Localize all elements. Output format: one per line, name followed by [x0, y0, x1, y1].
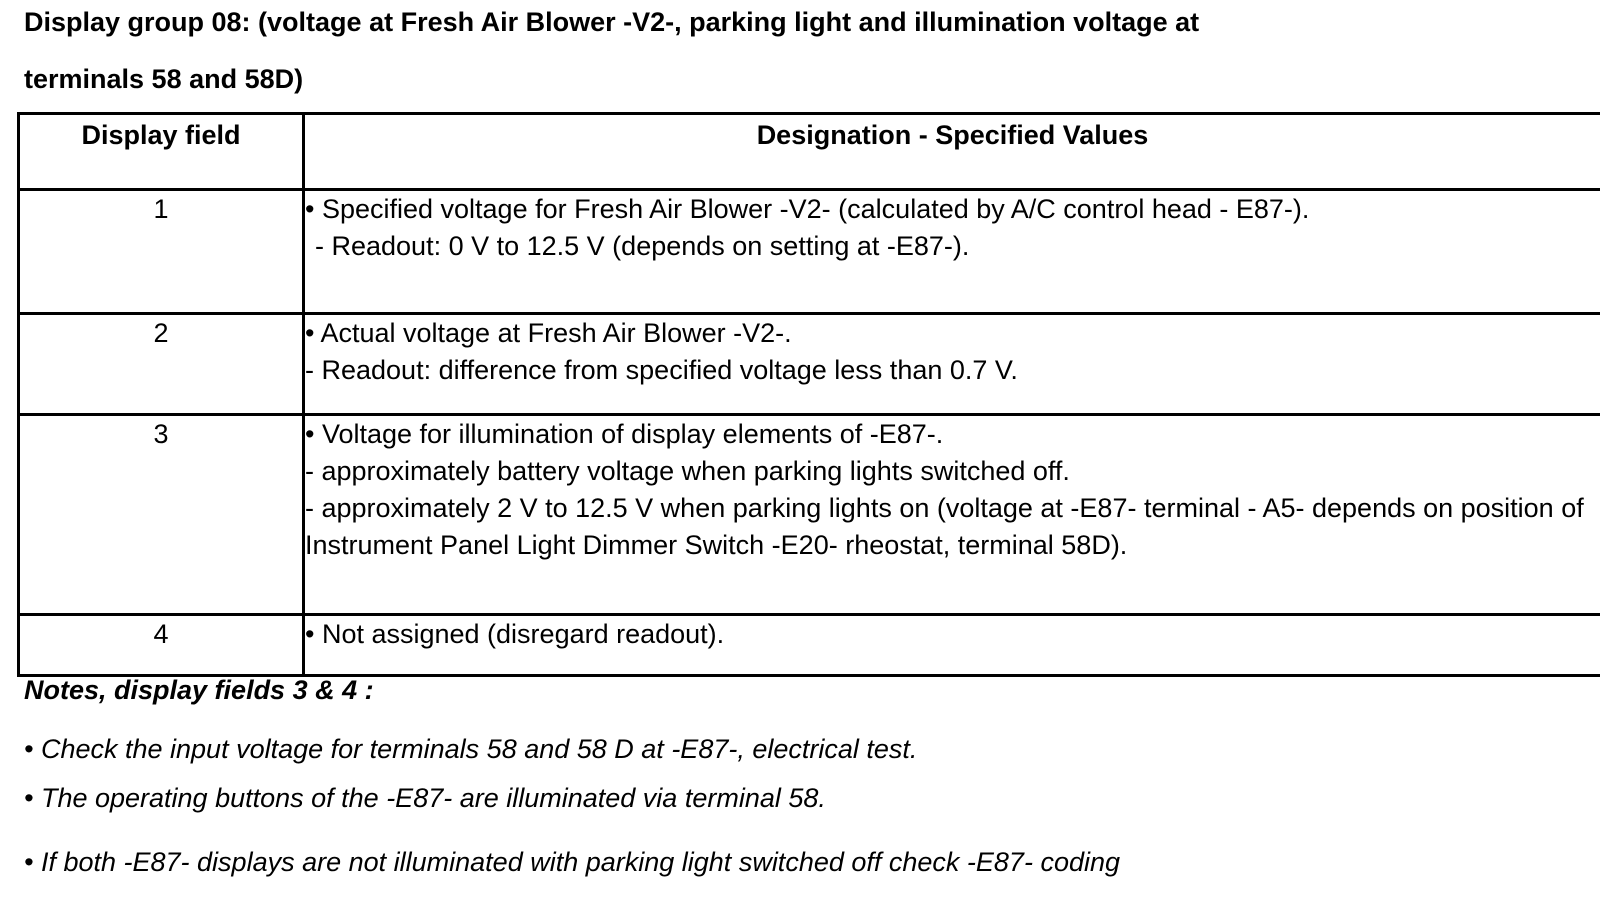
table-header-row — [19, 114, 1600, 190]
designation-cell — [304, 314, 1600, 415]
column-header-display-field: Display field — [19, 114, 304, 190]
designation-line: • Specified voltage for Fresh Air Blower -V2- (calculated by A/C control head - E87-). — [305, 194, 1310, 224]
display-group-table — [17, 112, 1600, 677]
note-item: • Check the input voltage for terminals 58 and 58 D at -E87-, electrical test. — [24, 734, 918, 764]
note-item: • The operating buttons of the -E87- are illuminated via terminal 58. — [24, 783, 826, 813]
display-field-cell: 3 — [19, 415, 304, 615]
display-field-cell: 4 — [19, 615, 304, 676]
column-header-designation: Designation - Specified Values — [304, 114, 1600, 190]
table-row — [19, 314, 1600, 415]
page-title-line-2: terminals 58 and 58D) — [24, 64, 304, 94]
display-field-cell: 2 — [19, 314, 304, 415]
note-item: • If both -E87- displays are not illuminated with parking light switched off check -E87- coding — [24, 847, 1121, 877]
table-row — [19, 415, 1600, 615]
designation-cell — [304, 415, 1600, 615]
designation-line: • Voltage for illumination of display elements of -E87-. — [305, 419, 944, 449]
designation-cell — [304, 190, 1600, 314]
display-field-cell: 1 — [19, 190, 304, 314]
designation-line: - Readout: difference from specified voltage less than 0.7 V. — [305, 355, 1018, 385]
designation-line: - Readout: 0 V to 12.5 V (depends on setting at -E87-). — [315, 231, 970, 261]
designation-line: • Actual voltage at Fresh Air Blower -V2-. — [305, 318, 792, 348]
page-title-line-1: Display group 08: (voltage at Fresh Air Blower -V2-, parking light and illumination voltage at — [24, 7, 1200, 37]
designation-line: - approximately 2 V to 12.5 V when parking lights on (voltage at -E87- terminal - A5- depends on position of Instrument Panel Light Dimmer Switch -E20- rheostat, terminal 58D). — [305, 493, 1584, 560]
designation-cell — [304, 615, 1600, 676]
table-row — [19, 615, 1600, 676]
notes-title: Notes, display fields 3 & 4 : — [24, 675, 374, 705]
designation-line: - approximately battery voltage when parking lights switched off. — [305, 456, 1070, 486]
designation-line: • Not assigned (disregard readout). — [305, 619, 725, 649]
table-row — [19, 190, 1600, 314]
